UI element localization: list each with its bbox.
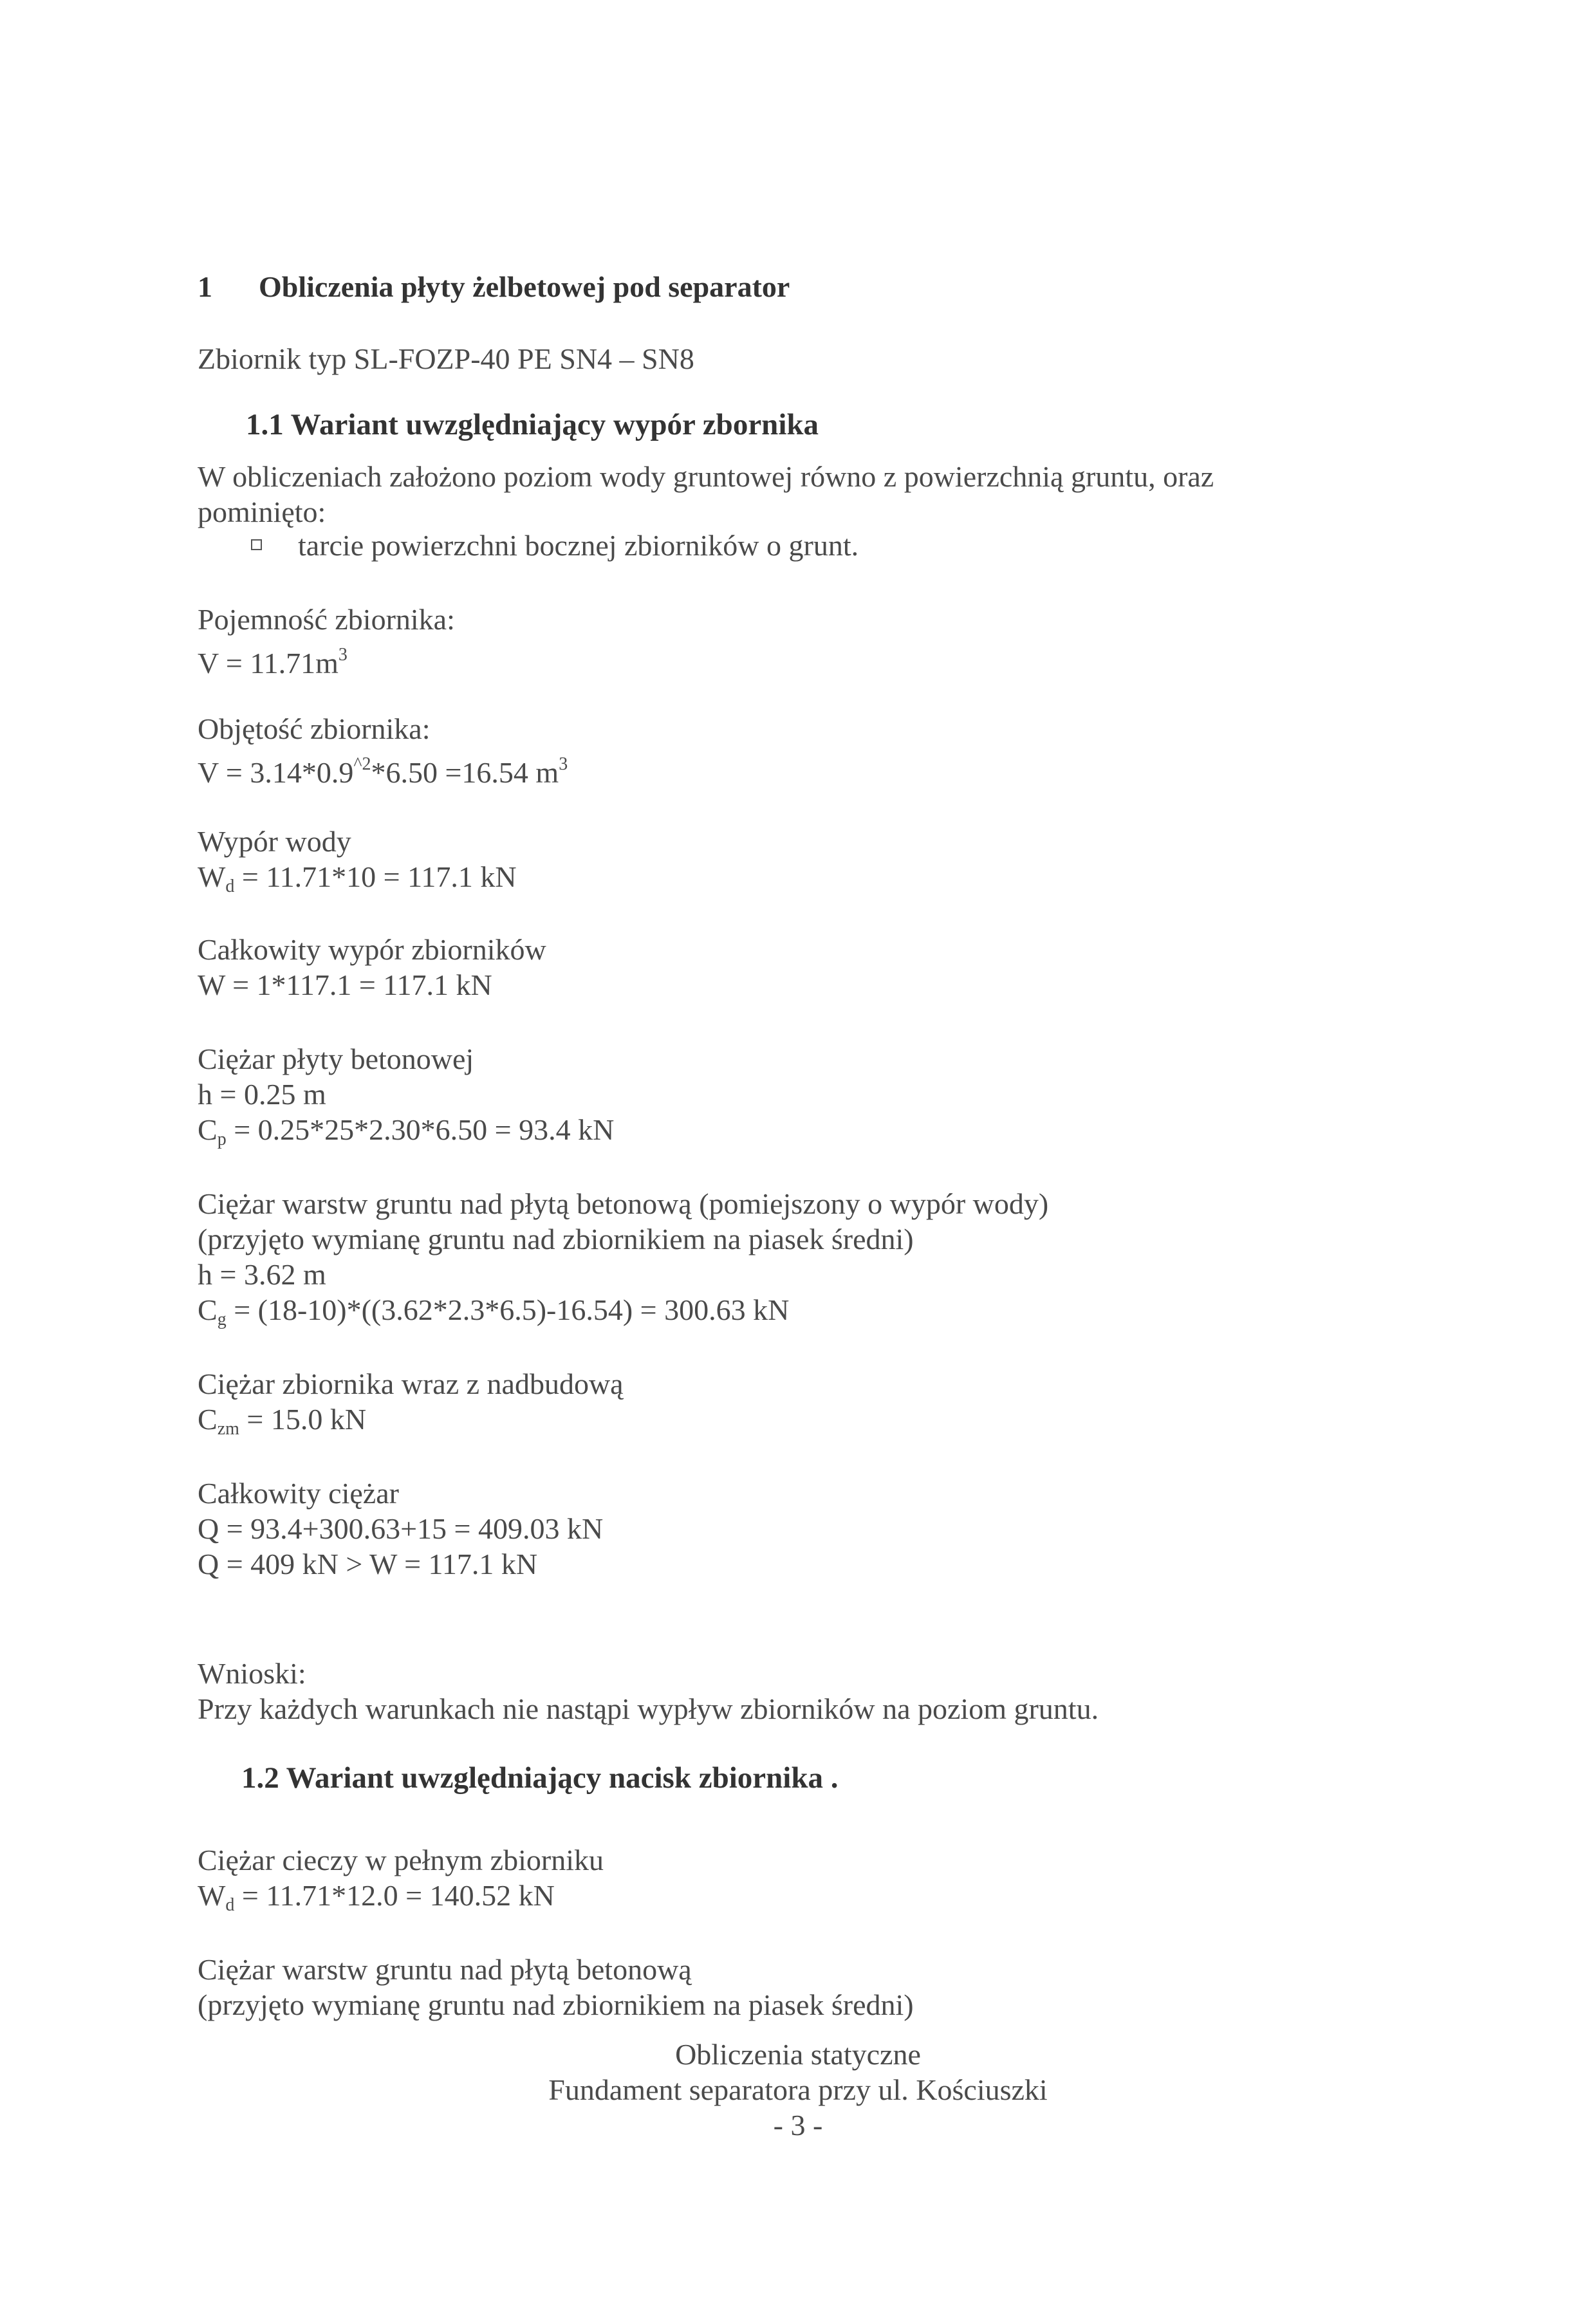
total-weight-q2: Q = 409 kN > W = 117.1 kN [198, 1548, 538, 1580]
footer-line-1: Obliczenia statyczne [675, 2038, 921, 2071]
liquid-weight-label: Ciężar cieczy w pełnym zbiorniku [198, 1844, 604, 1876]
volume-value-b: *6.50 =16.54 m [371, 756, 559, 789]
liquid-symbol: W [198, 1879, 226, 1912]
liquid-weight-value [198, 1878, 555, 1923]
soil-symbol: C [198, 1293, 218, 1326]
buoyancy-symbol: W [198, 860, 226, 893]
buoyancy-label: Wypór wody [198, 825, 351, 858]
volume-exponent: ^2 [353, 754, 371, 774]
page-number: - 3 - [773, 2109, 823, 2142]
section-1-2-heading: 1.2 Wariant uwzględniający nacisk zbiornika . [241, 1761, 839, 1795]
footer-line-2: Fundament separatora przy ul. Kościuszki [548, 2073, 1048, 2106]
volume-label: Objętość zbiornika: [198, 712, 431, 745]
slab-height: h = 0.25 m [198, 1078, 326, 1111]
capacity-unit-sup: 3 [338, 645, 348, 665]
tank-type-line: Zbiornik typ SL-FOZP-40 PE SN4 – SN8 [198, 342, 694, 375]
soil2-label-2: (przyjęto wymianę gruntu nad zbiornikiem na piasek średni) [198, 1988, 914, 2021]
buoyancy-expression: = 11.71*10 = 117.1 kN [234, 860, 517, 893]
buoyancy-subscript: d [225, 876, 235, 896]
section-1-title: Obliczenia płyty żelbetowej pod separator [259, 270, 790, 303]
conclusions-text: Przy każdych warunkach nie nastąpi wypływ zbiorników na poziom gruntu. [198, 1692, 1099, 1725]
total-weight-q1: Q = 93.4+300.63+15 = 409.03 kN [198, 1512, 604, 1545]
slab-weight-label: Ciężar płyty betonowej [198, 1042, 474, 1075]
volume-value [198, 746, 568, 791]
capacity-value [198, 637, 348, 681]
slab-weight-value [198, 1112, 614, 1158]
soil-label-1: Ciężar warstw gruntu nad płytą betonową (pomiejszony o wypór wody) [198, 1187, 1049, 1220]
tank-weight-value [198, 1402, 366, 1447]
total-buoyancy-label: Całkowity wypór zbiorników [198, 933, 546, 966]
intro-line-1: W obliczeniach założono poziom wody gruntowej równo z powierzchnią gruntu, oraz [198, 460, 1214, 493]
volume-value-a: V = 3.14*0.9 [198, 756, 354, 789]
volume-unit-sup: 3 [559, 754, 568, 774]
tank-weight-label: Ciężar zbiornika wraz z nadbudową [198, 1367, 624, 1400]
total-buoyancy-value: W = 1*117.1 = 117.1 kN [198, 968, 492, 1001]
soil-expression: = (18-10)*((3.62*2.3*6.5)-16.54) = 300.63 kN [226, 1293, 790, 1326]
liquid-subscript: d [225, 1895, 235, 1915]
soil-height: h = 3.62 m [198, 1258, 326, 1291]
soil-weight-value [198, 1292, 789, 1338]
bullet-text: tarcie powierzchni bocznej zbiorników o grunt. [298, 529, 859, 562]
capacity-value-text: V = 11.71m [198, 647, 339, 680]
tank-symbol: C [198, 1403, 218, 1436]
checkbox-bullet-icon [251, 539, 262, 550]
section-1-heading [198, 269, 790, 305]
tank-subscript: zm [217, 1419, 239, 1439]
conclusions-label: Wnioski: [198, 1657, 306, 1690]
soil2-label-1: Ciężar warstw gruntu nad płytą betonową [198, 1953, 692, 1986]
liquid-expression: = 11.71*12.0 = 140.52 kN [234, 1879, 555, 1912]
buoyancy-value [198, 859, 517, 905]
capacity-label: Pojemność zbiornika: [198, 603, 455, 636]
soil-subscript: g [217, 1310, 227, 1329]
tank-expression: = 15.0 kN [239, 1403, 367, 1436]
total-weight-label: Całkowity ciężar [198, 1477, 399, 1510]
slab-expression: = 0.25*25*2.30*6.50 = 93.4 kN [226, 1113, 615, 1146]
section-1-1-heading: 1.1 Wariant uwzględniający wypór zbornika [246, 408, 819, 441]
slab-subscript: p [217, 1129, 227, 1149]
slab-symbol: C [198, 1113, 218, 1146]
intro-line-2: pominięto: [198, 495, 326, 528]
soil-label-2: (przyjęto wymianę gruntu nad zbiornikiem na piasek średni) [198, 1223, 914, 1255]
section-1-number: 1 [198, 270, 212, 303]
